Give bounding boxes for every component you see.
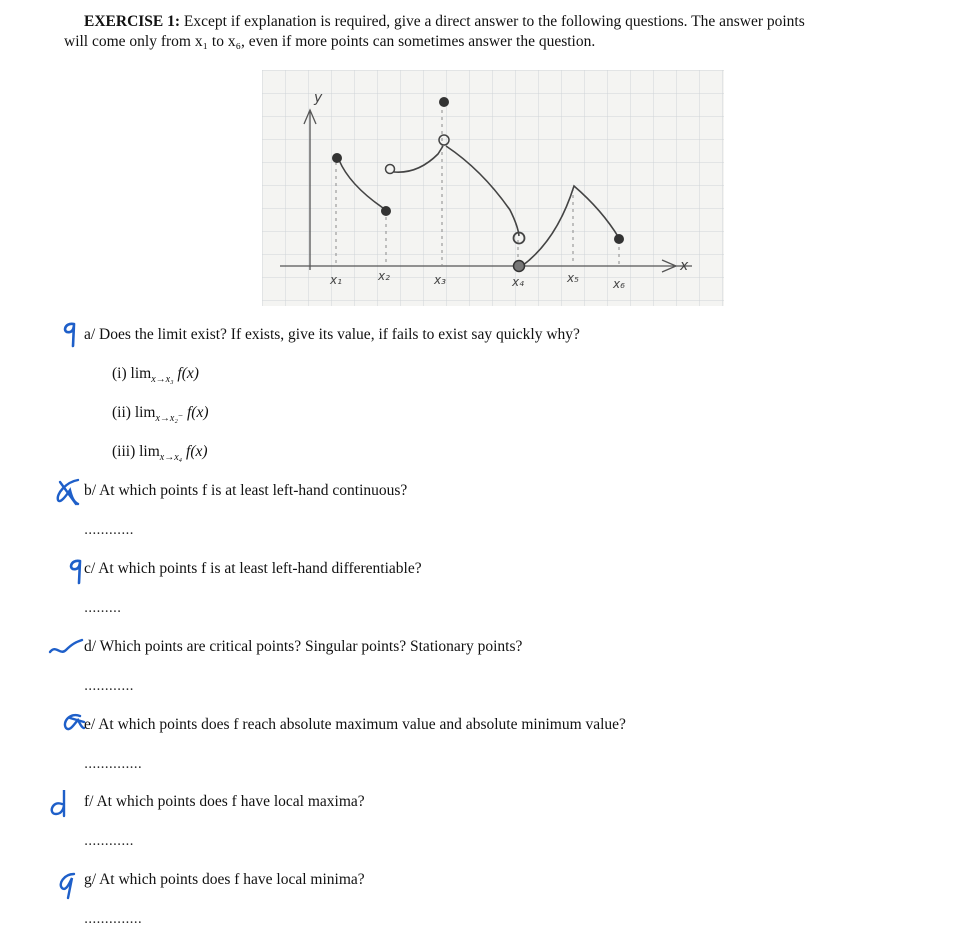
grade-mark-e [60, 710, 86, 734]
answer-c-blank: ......... [84, 601, 122, 616]
function-graph [262, 70, 724, 306]
exercise-title: EXERCISE 1: [84, 13, 181, 30]
question-a-sub-i: (i) $\lim_{x\to x_3} f(x)$ [112, 365, 199, 386]
question-e: e/ At which points does f reach absolute maximum value and absolute minimum value? [84, 716, 626, 733]
graph-svg [262, 70, 724, 306]
label-x4: x₄ [512, 275, 524, 289]
point-x2-filled [381, 206, 391, 216]
grade-mark-d [48, 638, 84, 658]
point-x3-filled [439, 97, 449, 107]
label-x3: x₃ [434, 273, 446, 287]
exercise-instruction-line2: will come only from x₁ to x₆, even if more points can sometimes answer the question. [64, 33, 596, 50]
label-x5: x₅ [567, 271, 579, 285]
label-x2: x₂ [378, 269, 390, 283]
label-x1: x₁ [330, 273, 342, 287]
grade-mark-c [66, 557, 84, 585]
y-axis-label: y [314, 90, 323, 106]
grade-mark-g [56, 870, 78, 900]
answer-b-blank: ............ [84, 523, 134, 538]
question-f: f/ At which points does f have local maxima? [84, 793, 365, 810]
grade-mark-b [52, 476, 82, 506]
question-d: d/ Which points are critical points? Singular points? Stationary points? [84, 638, 523, 655]
grade-mark-a [60, 320, 78, 348]
question-b: b/ At which points f is at least left-hand continuous? [84, 482, 408, 499]
question-a: a/ Does the limit exist? If exists, give its value, if fails to exist say quickly why? [84, 326, 580, 343]
grade-mark-f [46, 788, 72, 818]
answer-g-blank: .............. [84, 912, 142, 927]
answer-f-blank: ............ [84, 834, 134, 849]
exercise-instruction-line1: Except if explanation is required, give a direct answer to the following questions. The answer points [183, 13, 805, 30]
question-c: c/ At which points f is at least left-hand differentiable? [84, 560, 422, 577]
point-x1-filled [332, 153, 342, 163]
point-x6-filled [614, 234, 624, 244]
answer-d-blank: ............ [84, 679, 134, 694]
question-g: g/ At which points does f have local minima? [84, 871, 365, 888]
exercise-header [64, 12, 934, 52]
answer-e-blank: .............. [84, 757, 142, 772]
x-axis-label: x [680, 258, 689, 274]
point-x4-filled [514, 261, 525, 272]
question-a-sub-iii: (iii) $\lim_{x\to x_4} f(x)$ [112, 443, 208, 464]
question-a-sub-ii: (ii) $\lim_{x\to x_2^-} f(x)$ [112, 404, 209, 425]
label-x6: x₆ [613, 277, 625, 291]
